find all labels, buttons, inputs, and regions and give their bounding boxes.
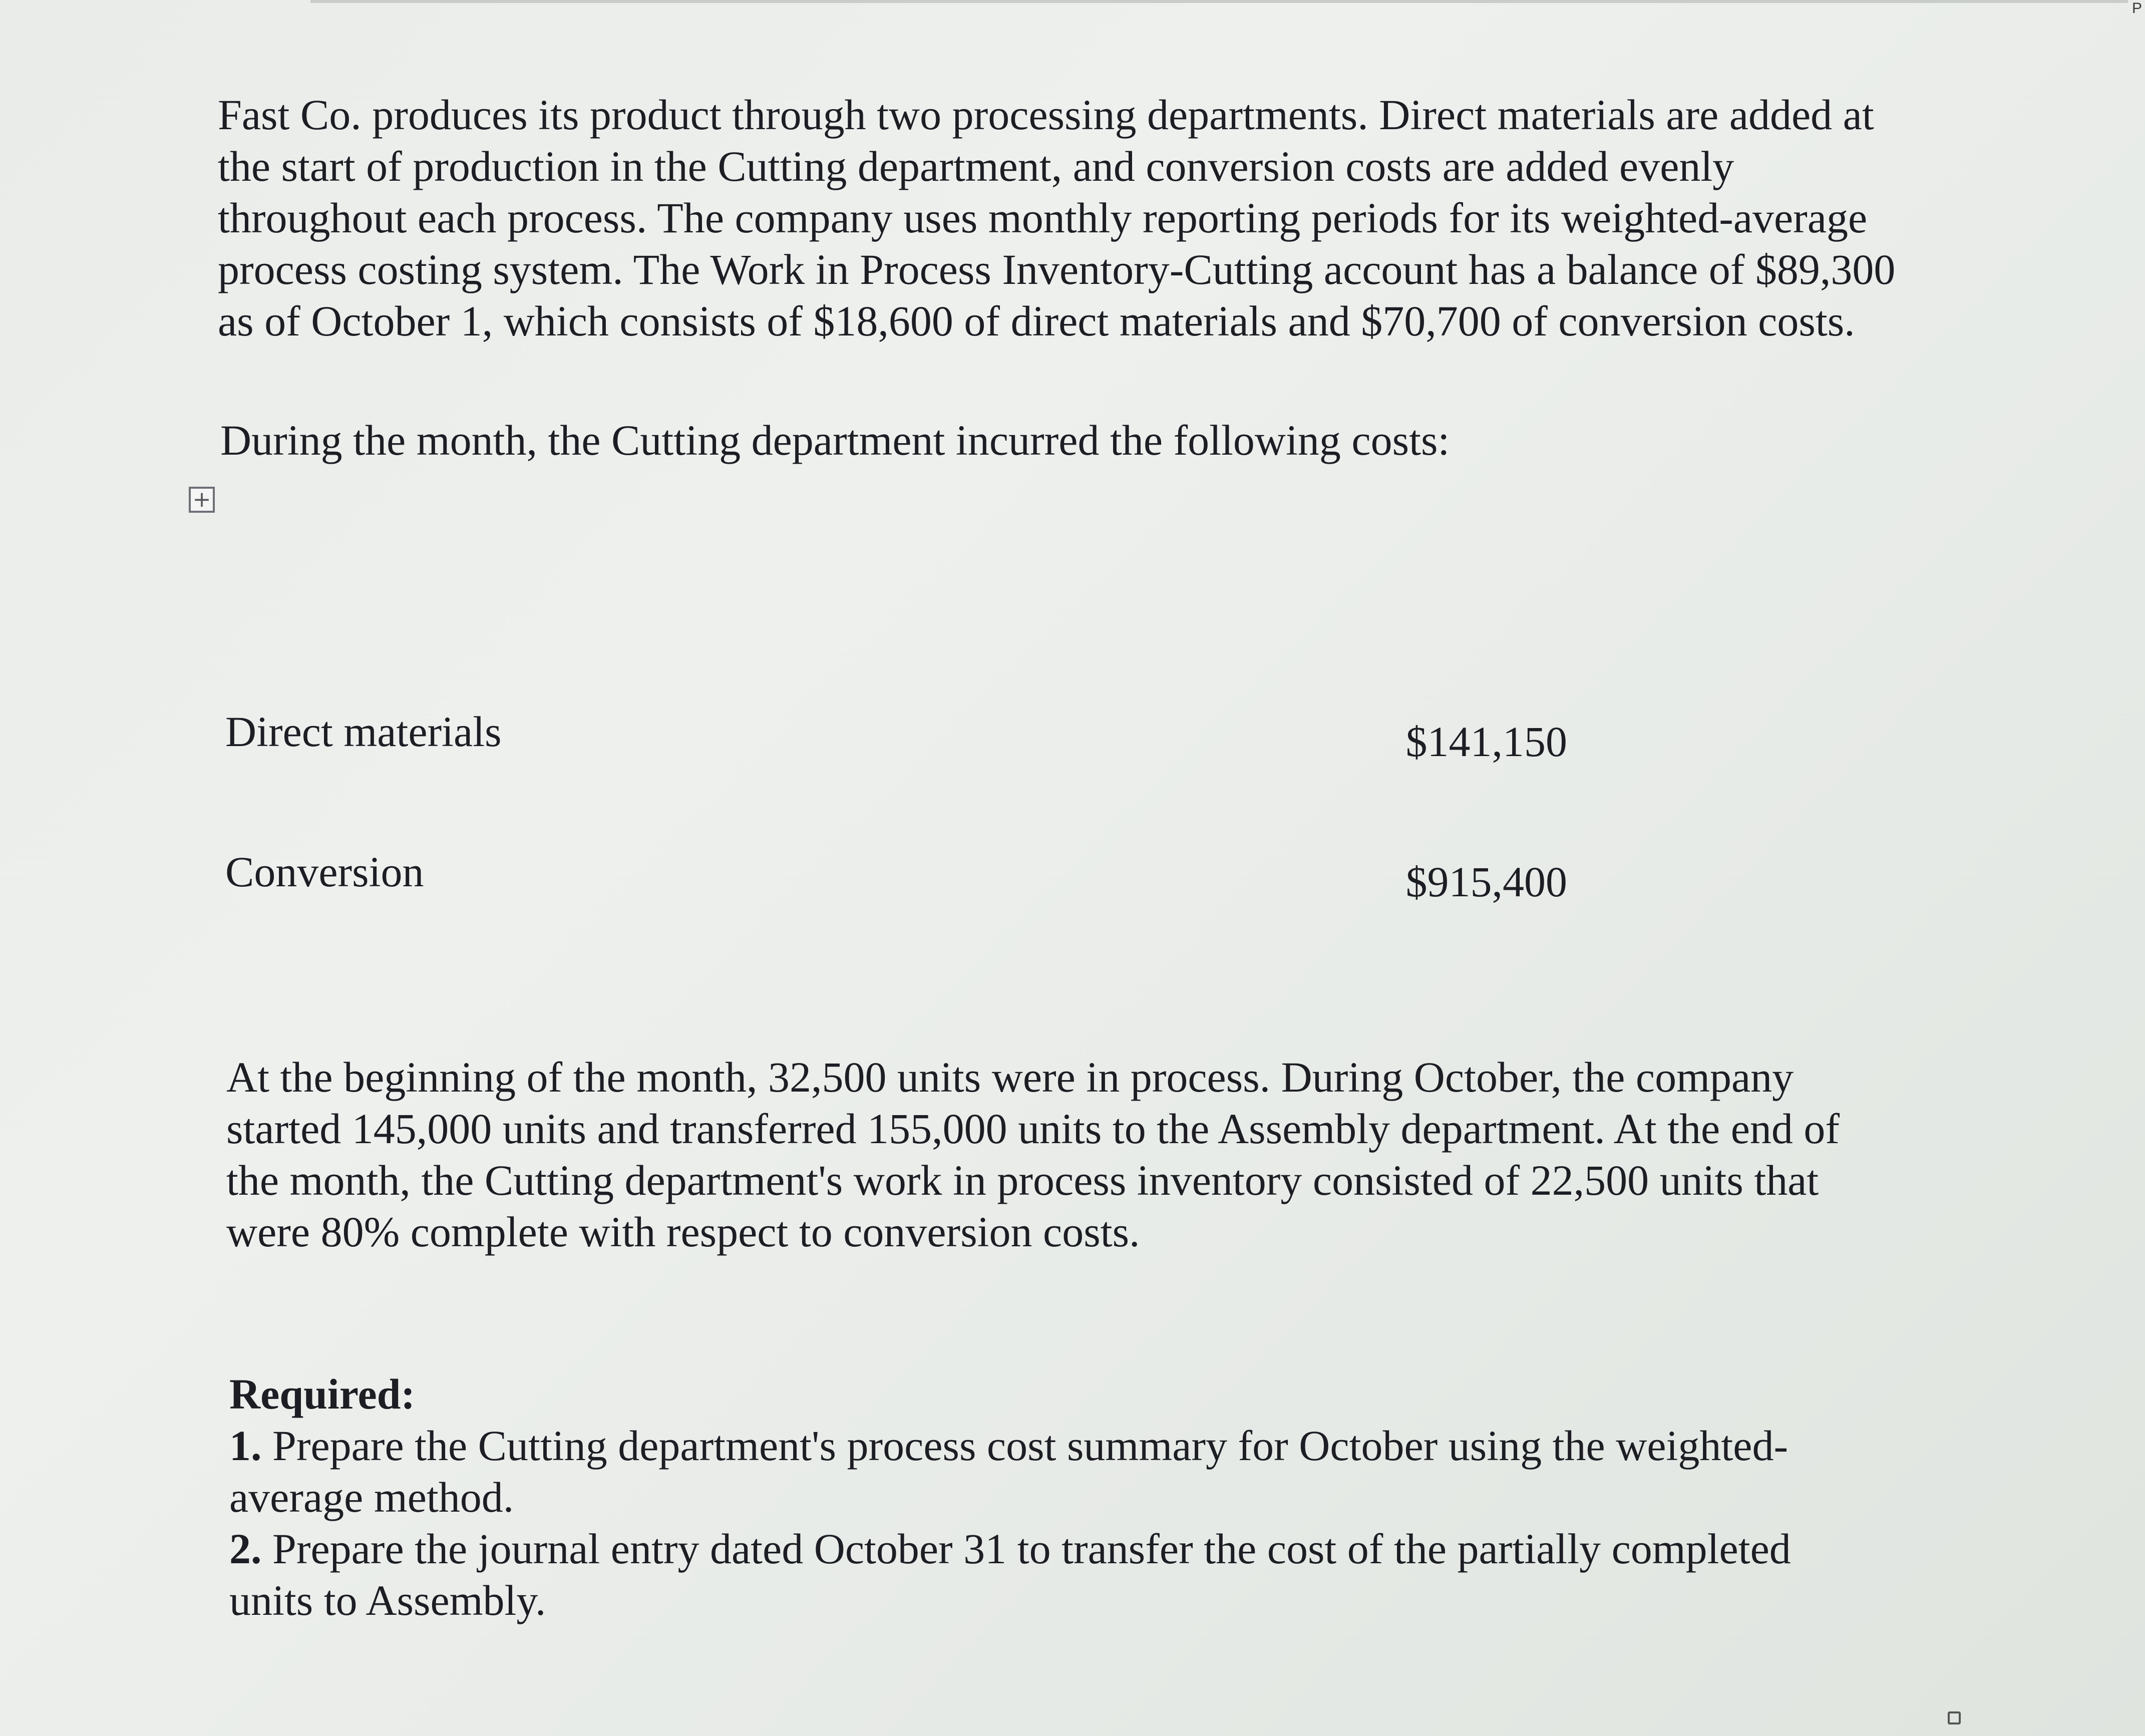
item-number: 2. (229, 1525, 262, 1573)
costs-lead: During the month, the Cutting department incurred the following costs: (220, 416, 1450, 464)
units-line: the month, the Cutting department's work in process inventory consisted of 22,500 units that (226, 1156, 1819, 1204)
item-text: Prepare the Cutting department's process cost summary for October using the weighted- (261, 1422, 1789, 1470)
cost-label: Conversion (225, 848, 424, 896)
cost-row-direct-materials (225, 706, 1567, 766)
intro-line: process costing system. The Work in Process Inventory-Cutting account has a balance of $89,300 (218, 245, 1896, 293)
plus-square-icon: + (192, 487, 211, 512)
cost-label: Direct materials (225, 708, 502, 756)
units-line: were 80% complete with respect to conversion costs. (226, 1208, 1140, 1256)
item-number: 1. (229, 1422, 262, 1470)
cost-amount: $915,400 (1405, 858, 1567, 906)
intro-line: throughout each process. The company uses monthly reporting periods for its weighted-average (218, 194, 1868, 242)
required-item-1-continued: average method. (229, 1473, 514, 1521)
intro-paragraph (218, 89, 1895, 347)
units-line: started 145,000 units and transferred 155,000 units to the Assembly department. At the end of (226, 1105, 1840, 1153)
required-item-2 (229, 1523, 1791, 1575)
units-paragraph (226, 1052, 1840, 1258)
cost-amount: $141,150 (1405, 718, 1567, 766)
intro-line: the start of production in the Cutting department, and conversion costs are added evenly (218, 142, 1734, 190)
required-item-1 (229, 1420, 1791, 1472)
expand-table-button[interactable] (189, 487, 215, 513)
required-heading: Required: (229, 1370, 416, 1418)
units-line: At the beginning of the month, 32,500 units were in process. During October, the company (226, 1053, 1794, 1101)
checkbox-icon[interactable] (1948, 1711, 1961, 1724)
corner-letter: P (2131, 0, 2142, 17)
intro-line: as of October 1, which consists of $18,600 of direct materials and $70,700 of conversion costs. (218, 297, 1855, 345)
required-section (229, 1368, 1791, 1626)
top-divider (310, 0, 2128, 3)
required-item-2-continued: units to Assembly. (229, 1576, 546, 1624)
cost-row-conversion (225, 846, 1567, 906)
item-text: Prepare the journal entry dated October 31 to transfer the cost of the partially completed (261, 1525, 1791, 1573)
intro-line: Fast Co. produces its product through two processing departments. Direct materials are added at (218, 91, 1874, 139)
